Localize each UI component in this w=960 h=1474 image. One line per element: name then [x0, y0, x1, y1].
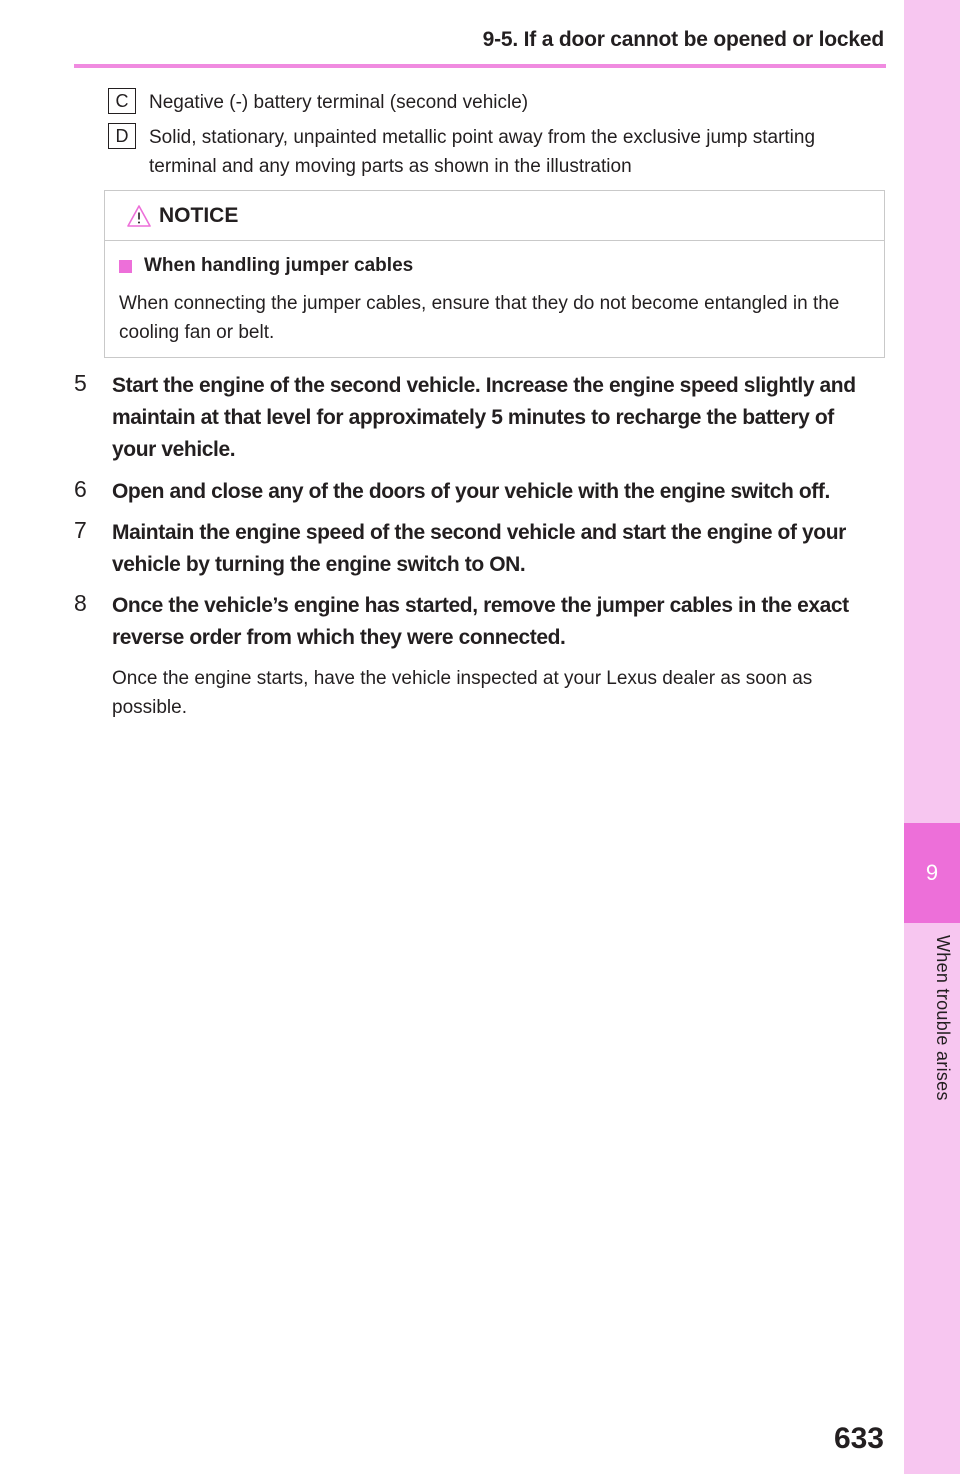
- step-8: [74, 590, 874, 654]
- notice-subheading-text: When handling jumper cables: [144, 255, 414, 276]
- step-number: 8: [74, 590, 87, 616]
- warning-triangle-icon: [127, 205, 151, 227]
- notice-subheading: [119, 255, 884, 277]
- legend-item-d: [108, 123, 868, 181]
- step-6: [74, 476, 874, 508]
- legend-letter-d: D: [108, 123, 136, 149]
- step-number: 6: [74, 476, 87, 502]
- square-bullet-icon: [119, 260, 132, 273]
- step-text: Maintain the engine speed of the second vehicle and start the engine of your vehicle by turning the engine switch to ON.: [112, 521, 846, 576]
- notice-title: NOTICE: [159, 203, 239, 227]
- step-text: Start the engine of the second vehicle. Increase the engine speed slightly and maintain at that level for approximately 5 minutes to recharge the battery of your vehicle.: [112, 374, 856, 461]
- header-divider: [74, 64, 886, 68]
- legend-text-c: Negative (-) battery terminal (second vehicle): [149, 92, 529, 113]
- step-number: 7: [74, 517, 87, 543]
- page-number: 633: [833, 1422, 884, 1455]
- legend-text-d: Solid, stationary, unpainted metallic point away from the exclusive jump starting terminal and any moving parts as shown in the illustration: [149, 127, 816, 177]
- legend-item-c: [108, 88, 868, 117]
- chapter-number: 9: [925, 860, 939, 885]
- chapter-side-band: [904, 0, 960, 1474]
- step-text: Open and close any of the doors of your vehicle with the engine switch off.: [112, 480, 830, 503]
- step-number: 5: [74, 370, 87, 396]
- notice-header: [105, 191, 884, 241]
- step-7: [74, 517, 874, 581]
- chapter-title: When trouble arises: [933, 935, 953, 1101]
- step-note: Once the engine starts, have the vehicle inspected at your Lexus dealer as soon as possible.: [112, 668, 813, 718]
- notice-body: When connecting the jumper cables, ensure that they do not become entangled in the cooling fan or belt.: [119, 293, 840, 343]
- step-5: [74, 370, 874, 466]
- step-text: Once the vehicle’s engine has started, remove the jumper cables in the exact reverse order from which they were connected.: [112, 594, 849, 649]
- section-title: 9-5. If a door cannot be opened or locked: [482, 28, 884, 51]
- legend-letter-c: C: [108, 88, 136, 114]
- chapter-number-tab[interactable]: [904, 823, 960, 923]
- notice-box: [104, 190, 885, 358]
